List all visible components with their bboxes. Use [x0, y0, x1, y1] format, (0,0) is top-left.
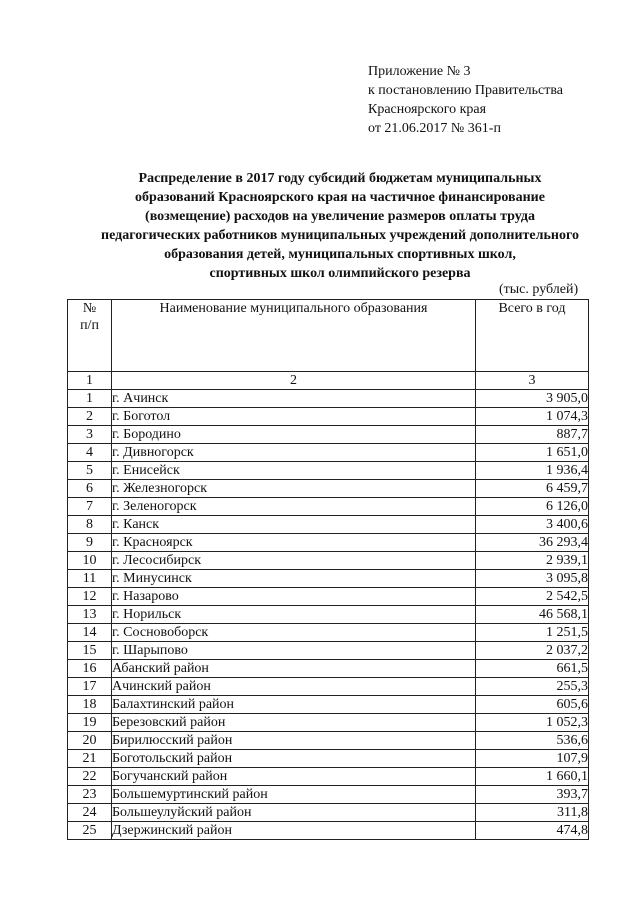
row-number-cell: 8 [68, 516, 112, 534]
row-number-cell: 13 [68, 606, 112, 624]
total-value-cell: 1 251,5 [476, 624, 589, 642]
row-number-cell: 2 [68, 408, 112, 426]
total-value-cell: 1 936,4 [476, 462, 589, 480]
total-value-cell: 474,8 [476, 822, 589, 840]
municipality-name-cell: Березовский район [112, 714, 476, 732]
appendix-resolution: к постановлению Правительства [368, 83, 564, 98]
municipality-name-cell: г. Енисейск [112, 462, 476, 480]
column-numbers-row [68, 372, 589, 390]
row-number-cell: 21 [68, 750, 112, 768]
table-row [68, 750, 589, 768]
column-number: 3 [476, 372, 589, 390]
row-number-cell: 11 [68, 570, 112, 588]
appendix-number: Приложение № 3 [368, 64, 471, 79]
table-row [68, 534, 589, 552]
distribution-table [67, 299, 589, 840]
title-line: спортивных школ олимпийского резерва [209, 266, 471, 281]
total-value-cell: 3 905,0 [476, 390, 589, 408]
total-value-cell: 2 939,1 [476, 552, 589, 570]
table-row [68, 588, 589, 606]
total-value-cell: 6 126,0 [476, 498, 589, 516]
table-row [68, 642, 589, 660]
table-row [68, 804, 589, 822]
total-value-cell: 1 651,0 [476, 444, 589, 462]
table-row [68, 516, 589, 534]
appendix-block [368, 62, 563, 138]
row-number-cell: 15 [68, 642, 112, 660]
row-number-cell: 6 [68, 480, 112, 498]
municipality-name-cell: Большеулуйский район [112, 804, 476, 822]
municipality-name-cell: г. Сосновоборск [112, 624, 476, 642]
total-value-cell: 1 660,1 [476, 768, 589, 786]
header-number-abbr: п/п [80, 318, 99, 333]
total-value-cell: 46 568,1 [476, 606, 589, 624]
total-value-cell: 36 293,4 [476, 534, 589, 552]
total-value-cell: 2 542,5 [476, 588, 589, 606]
table-row [68, 498, 589, 516]
appendix-date: от 21.06.2017 № 361-п [368, 121, 501, 136]
row-number-cell: 3 [68, 426, 112, 444]
title-line: образования детей, муниципальных спортивных школ, [164, 247, 516, 262]
total-value-cell: 887,7 [476, 426, 589, 444]
document-title [60, 169, 620, 283]
total-value-cell: 605,6 [476, 696, 589, 714]
total-value-cell: 536,6 [476, 732, 589, 750]
title-line: образований Красноярского края на частичное финансирование [135, 190, 545, 205]
column-number: 1 [68, 372, 112, 390]
municipality-name-cell: Боготольский район [112, 750, 476, 768]
municipality-name-cell: г. Канск [112, 516, 476, 534]
table-header-row [68, 300, 589, 372]
total-value-cell: 2 037,2 [476, 642, 589, 660]
column-number: 2 [112, 372, 476, 390]
total-value-cell: 255,3 [476, 678, 589, 696]
header-number-cell [68, 300, 112, 372]
municipality-name-cell: г. Красноярск [112, 534, 476, 552]
table-row [68, 408, 589, 426]
header-total-cell: Всего в год [476, 300, 589, 372]
table-row [68, 678, 589, 696]
row-number-cell: 10 [68, 552, 112, 570]
municipality-name-cell: г. Ачинск [112, 390, 476, 408]
municipality-name-cell: г. Боготол [112, 408, 476, 426]
total-value-cell: 311,8 [476, 804, 589, 822]
row-number-cell: 4 [68, 444, 112, 462]
row-number-cell: 20 [68, 732, 112, 750]
row-number-cell: 22 [68, 768, 112, 786]
table-row [68, 714, 589, 732]
appendix-region: Красноярского края [368, 102, 487, 117]
header-number-symbol: № [82, 301, 97, 316]
table-row [68, 732, 589, 750]
row-number-cell: 1 [68, 390, 112, 408]
municipality-name-cell: Бирилюсский район [112, 732, 476, 750]
municipality-name-cell: г. Норильск [112, 606, 476, 624]
table-row [68, 444, 589, 462]
row-number-cell: 16 [68, 660, 112, 678]
table-row [68, 624, 589, 642]
table-row [68, 480, 589, 498]
row-number-cell: 9 [68, 534, 112, 552]
title-line: педагогических работников муниципальных учреждений дополнительного [101, 228, 579, 243]
total-value-cell: 3 400,6 [476, 516, 589, 534]
unit-label: (тыс. рублей) [499, 282, 579, 297]
table-row [68, 696, 589, 714]
table-row [68, 426, 589, 444]
row-number-cell: 12 [68, 588, 112, 606]
row-number-cell: 5 [68, 462, 112, 480]
municipality-name-cell: г. Назарово [112, 588, 476, 606]
table-row [68, 390, 589, 408]
table-row [68, 606, 589, 624]
total-value-cell: 661,5 [476, 660, 589, 678]
table-row [68, 768, 589, 786]
title-line: (возмещение) расходов на увеличение размеров оплаты труда [145, 209, 535, 224]
row-number-cell: 25 [68, 822, 112, 840]
row-number-cell: 18 [68, 696, 112, 714]
row-number-cell: 23 [68, 786, 112, 804]
table-row [68, 660, 589, 678]
municipality-name-cell: Абанский район [112, 660, 476, 678]
row-number-cell: 14 [68, 624, 112, 642]
municipality-name-cell: г. Железногорск [112, 480, 476, 498]
total-value-cell: 1 052,3 [476, 714, 589, 732]
municipality-name-cell: Большемуртинский район [112, 786, 476, 804]
municipality-name-cell: г. Зеленогорск [112, 498, 476, 516]
municipality-name-cell: Ачинский район [112, 678, 476, 696]
title-line: Распределение в 2017 году субсидий бюджетам муниципальных [138, 171, 542, 186]
municipality-name-cell: г. Шарыпово [112, 642, 476, 660]
municipality-name-cell: г. Бородино [112, 426, 476, 444]
row-number-cell: 24 [68, 804, 112, 822]
table-row [68, 822, 589, 840]
row-number-cell: 7 [68, 498, 112, 516]
municipality-name-cell: г. Дивногорск [112, 444, 476, 462]
row-number-cell: 19 [68, 714, 112, 732]
total-value-cell: 3 095,8 [476, 570, 589, 588]
total-value-cell: 393,7 [476, 786, 589, 804]
municipality-name-cell: г. Лесосибирск [112, 552, 476, 570]
total-value-cell: 6 459,7 [476, 480, 589, 498]
table-row [68, 786, 589, 804]
table-row [68, 570, 589, 588]
row-number-cell: 17 [68, 678, 112, 696]
header-name-cell: Наименование муниципального образования [112, 300, 476, 372]
table-row [68, 462, 589, 480]
municipality-name-cell: Дзержинский район [112, 822, 476, 840]
total-value-cell: 107,9 [476, 750, 589, 768]
municipality-name-cell: Балахтинский район [112, 696, 476, 714]
municipality-name-cell: г. Минусинск [112, 570, 476, 588]
total-value-cell: 1 074,3 [476, 408, 589, 426]
table-row [68, 552, 589, 570]
municipality-name-cell: Богучанский район [112, 768, 476, 786]
